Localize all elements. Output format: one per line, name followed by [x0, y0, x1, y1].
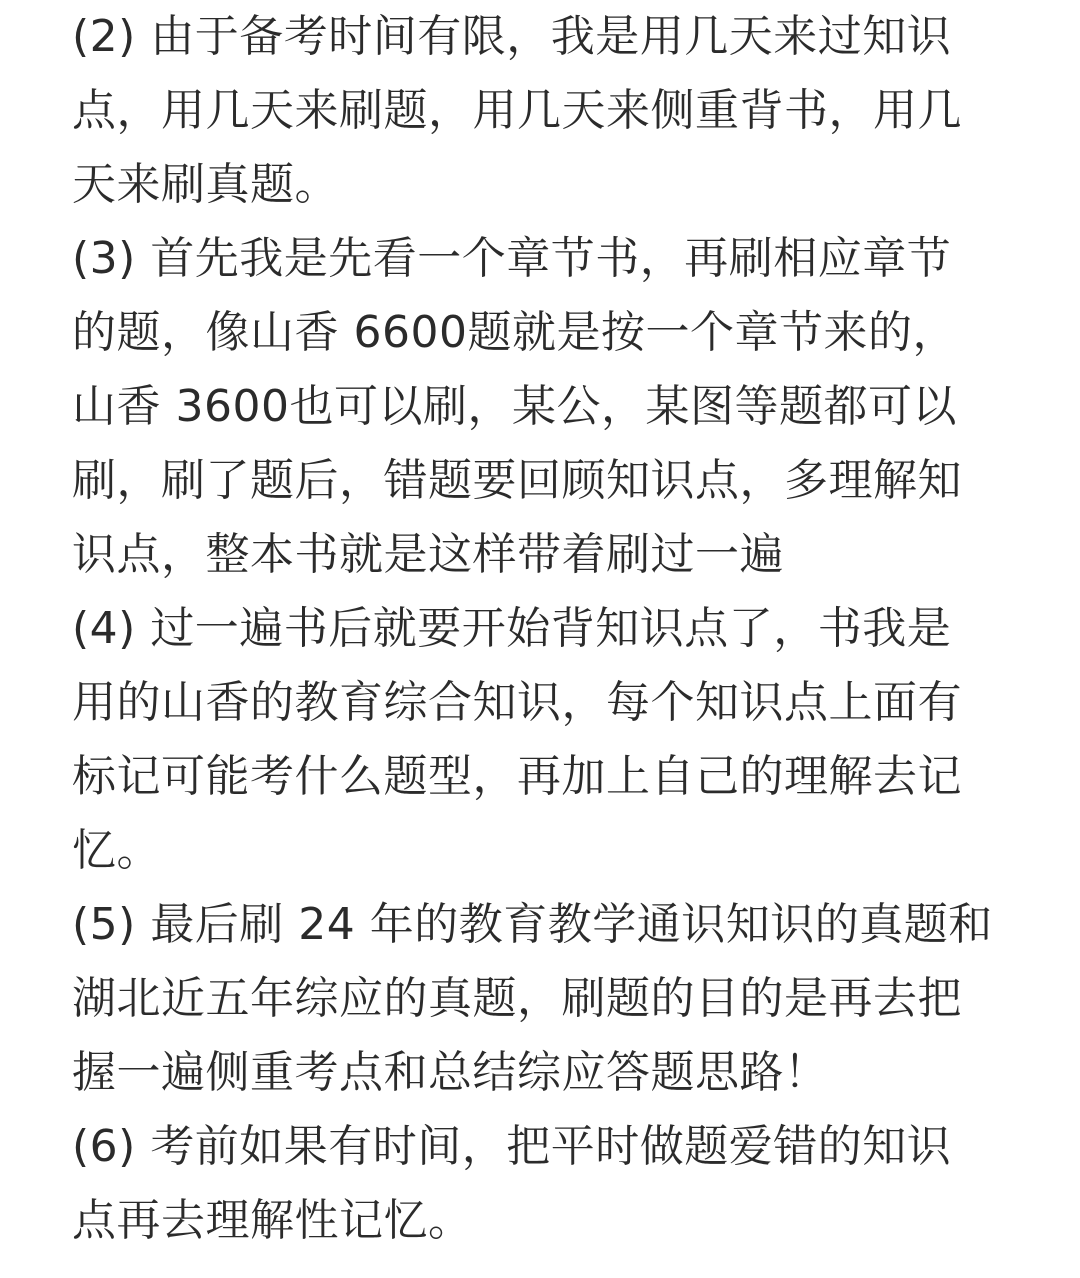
text-line: 点，用几天来刷题，用几天来侧重背书，用几	[72, 85, 962, 136]
text-line: 识点，整本书就是这样带着刷过一遍	[72, 529, 784, 580]
text-line: (6) 考前如果有时间，把平时做题爱错的知识	[72, 1121, 952, 1172]
text-line: 山香 3600也可以刷，某公，某图等题都可以	[72, 381, 957, 432]
text-line: 忆。	[72, 825, 161, 876]
text-line: 用的山香的教育综合知识，每个知识点上面有	[72, 677, 962, 728]
text-line: 点再去理解性记忆。	[72, 1195, 473, 1246]
text-line: (5) 最后刷 24 年的教育教学通识知识的真题和	[72, 899, 993, 950]
text-line: 标记可能考什么题型，再加上自己的理解去记	[72, 751, 962, 802]
text-line: (4) 过一遍书后就要开始背知识点了，书我是	[72, 603, 952, 654]
text-line: 握一遍侧重考点和总结综应答题思路！	[72, 1047, 829, 1098]
text-line: (3) 首先我是先看一个章节书，再刷相应章节	[72, 233, 952, 284]
text-line: 刷，刷了题后，错题要回顾知识点，多理解知	[72, 455, 962, 506]
text-line: 湖北近五年综应的真题，刷题的目的是再去把	[72, 973, 962, 1024]
article-body	[72, 0, 1040, 1258]
text-line: 的题，像山香 6600题就是按一个章节来的，	[72, 307, 957, 358]
text-line: 天来刷真题。	[72, 159, 339, 210]
text-line: (2) 由于备考时间有限，我是用几天来过知识	[72, 11, 952, 62]
